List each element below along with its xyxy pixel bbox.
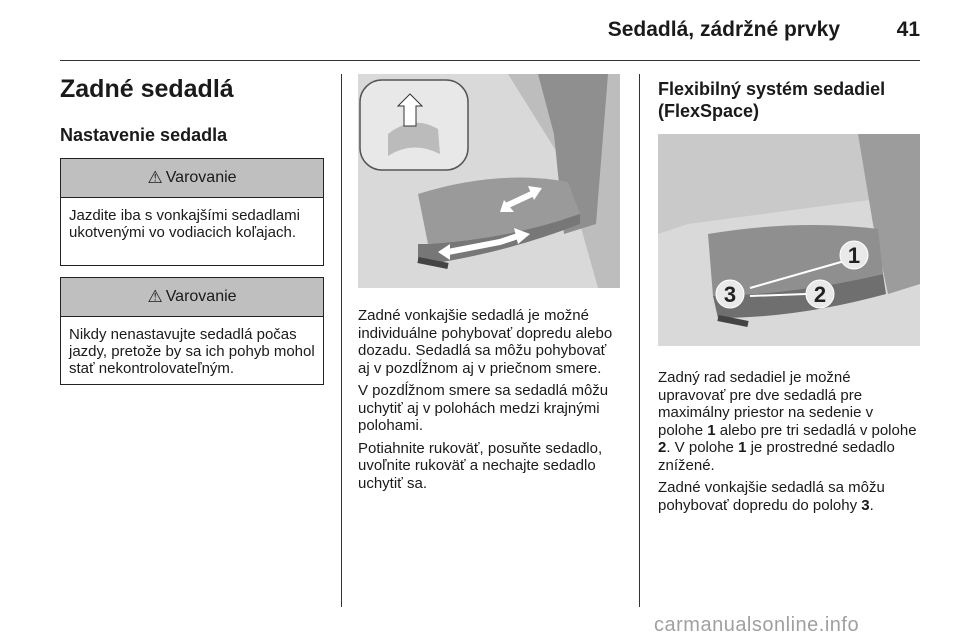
- warning-triangle-icon: ⚠: [147, 287, 163, 306]
- paragraph: Zadný rad sedadiel je možné upravovať pre dve sedadlá pre maximálny priestor na sedenie v polohe 1 alebo pre tri sedadlá v polohe 2. V polohe 1 je prostredné sedadlo znížené.: [658, 369, 917, 474]
- page-header: [0, 0, 960, 60]
- flexspace-illustration: [658, 134, 920, 346]
- header-title: Sedadlá, zádržné prvky: [607, 18, 840, 41]
- page-number: 41: [896, 18, 920, 41]
- column-middle: [358, 74, 620, 492]
- warning-header: [61, 159, 323, 198]
- warning-title: Varovanie: [165, 169, 237, 186]
- warning-text: Nikdy nenastavujte sedadlá počas jazdy, pretože by sa ich pohyb mohol stať nekontrolovateľným.: [69, 326, 315, 377]
- header-rule: [60, 60, 920, 61]
- column-left: [60, 74, 324, 146]
- watermark: carmanualsonline.info: [654, 614, 860, 636]
- section-heading: Flexibilný systém sedadiel (FlexSpace): [658, 79, 886, 121]
- warning-box: [60, 158, 324, 266]
- paragraph: Zadné vonkajšie sedadlá sa môžu pohybovať dopredu do polohy 3.: [658, 479, 885, 514]
- figure-label-3: 3: [723, 282, 737, 307]
- section-heading: Zadné sedadlá: [60, 75, 234, 103]
- paragraph: Potiahnite rukoväť, posuňte sedadlo, uvoľnite rukoväť a nechajte sedadlo uchytiť sa.: [358, 439, 603, 492]
- paragraph: V pozdĺžnom smere sa sedadlá môžu uchytiť aj v polohách medzi krajnými polohami.: [358, 382, 609, 434]
- figure-label-1: 1: [847, 243, 861, 268]
- warning-triangle-icon: ⚠: [147, 168, 163, 187]
- seat-adjustment-drawing: [358, 74, 620, 288]
- warning-text: Jazdite iba s vonkajšími sedadlami ukotvenými vo vodiacich koľajach.: [69, 207, 300, 241]
- column-divider: [341, 74, 342, 607]
- column-divider: [639, 74, 640, 607]
- figure-label-2: 2: [813, 282, 827, 307]
- warning-box: [60, 277, 324, 385]
- section-subheading: Nastavenie sedadla: [60, 125, 228, 145]
- column-right: [658, 74, 920, 514]
- warning-header: [61, 278, 323, 317]
- seat-adjustment-illustration: [358, 74, 620, 288]
- paragraph: Zadné vonkajšie sedadlá je možné individuálne pohybovať dopredu alebo dozadu. Sedadlá sa môžu pohybovať aj v pozdĺžnom aj v priečnom smere.: [358, 307, 613, 377]
- warning-title: Varovanie: [165, 288, 237, 305]
- flexspace-drawing: [658, 134, 920, 346]
